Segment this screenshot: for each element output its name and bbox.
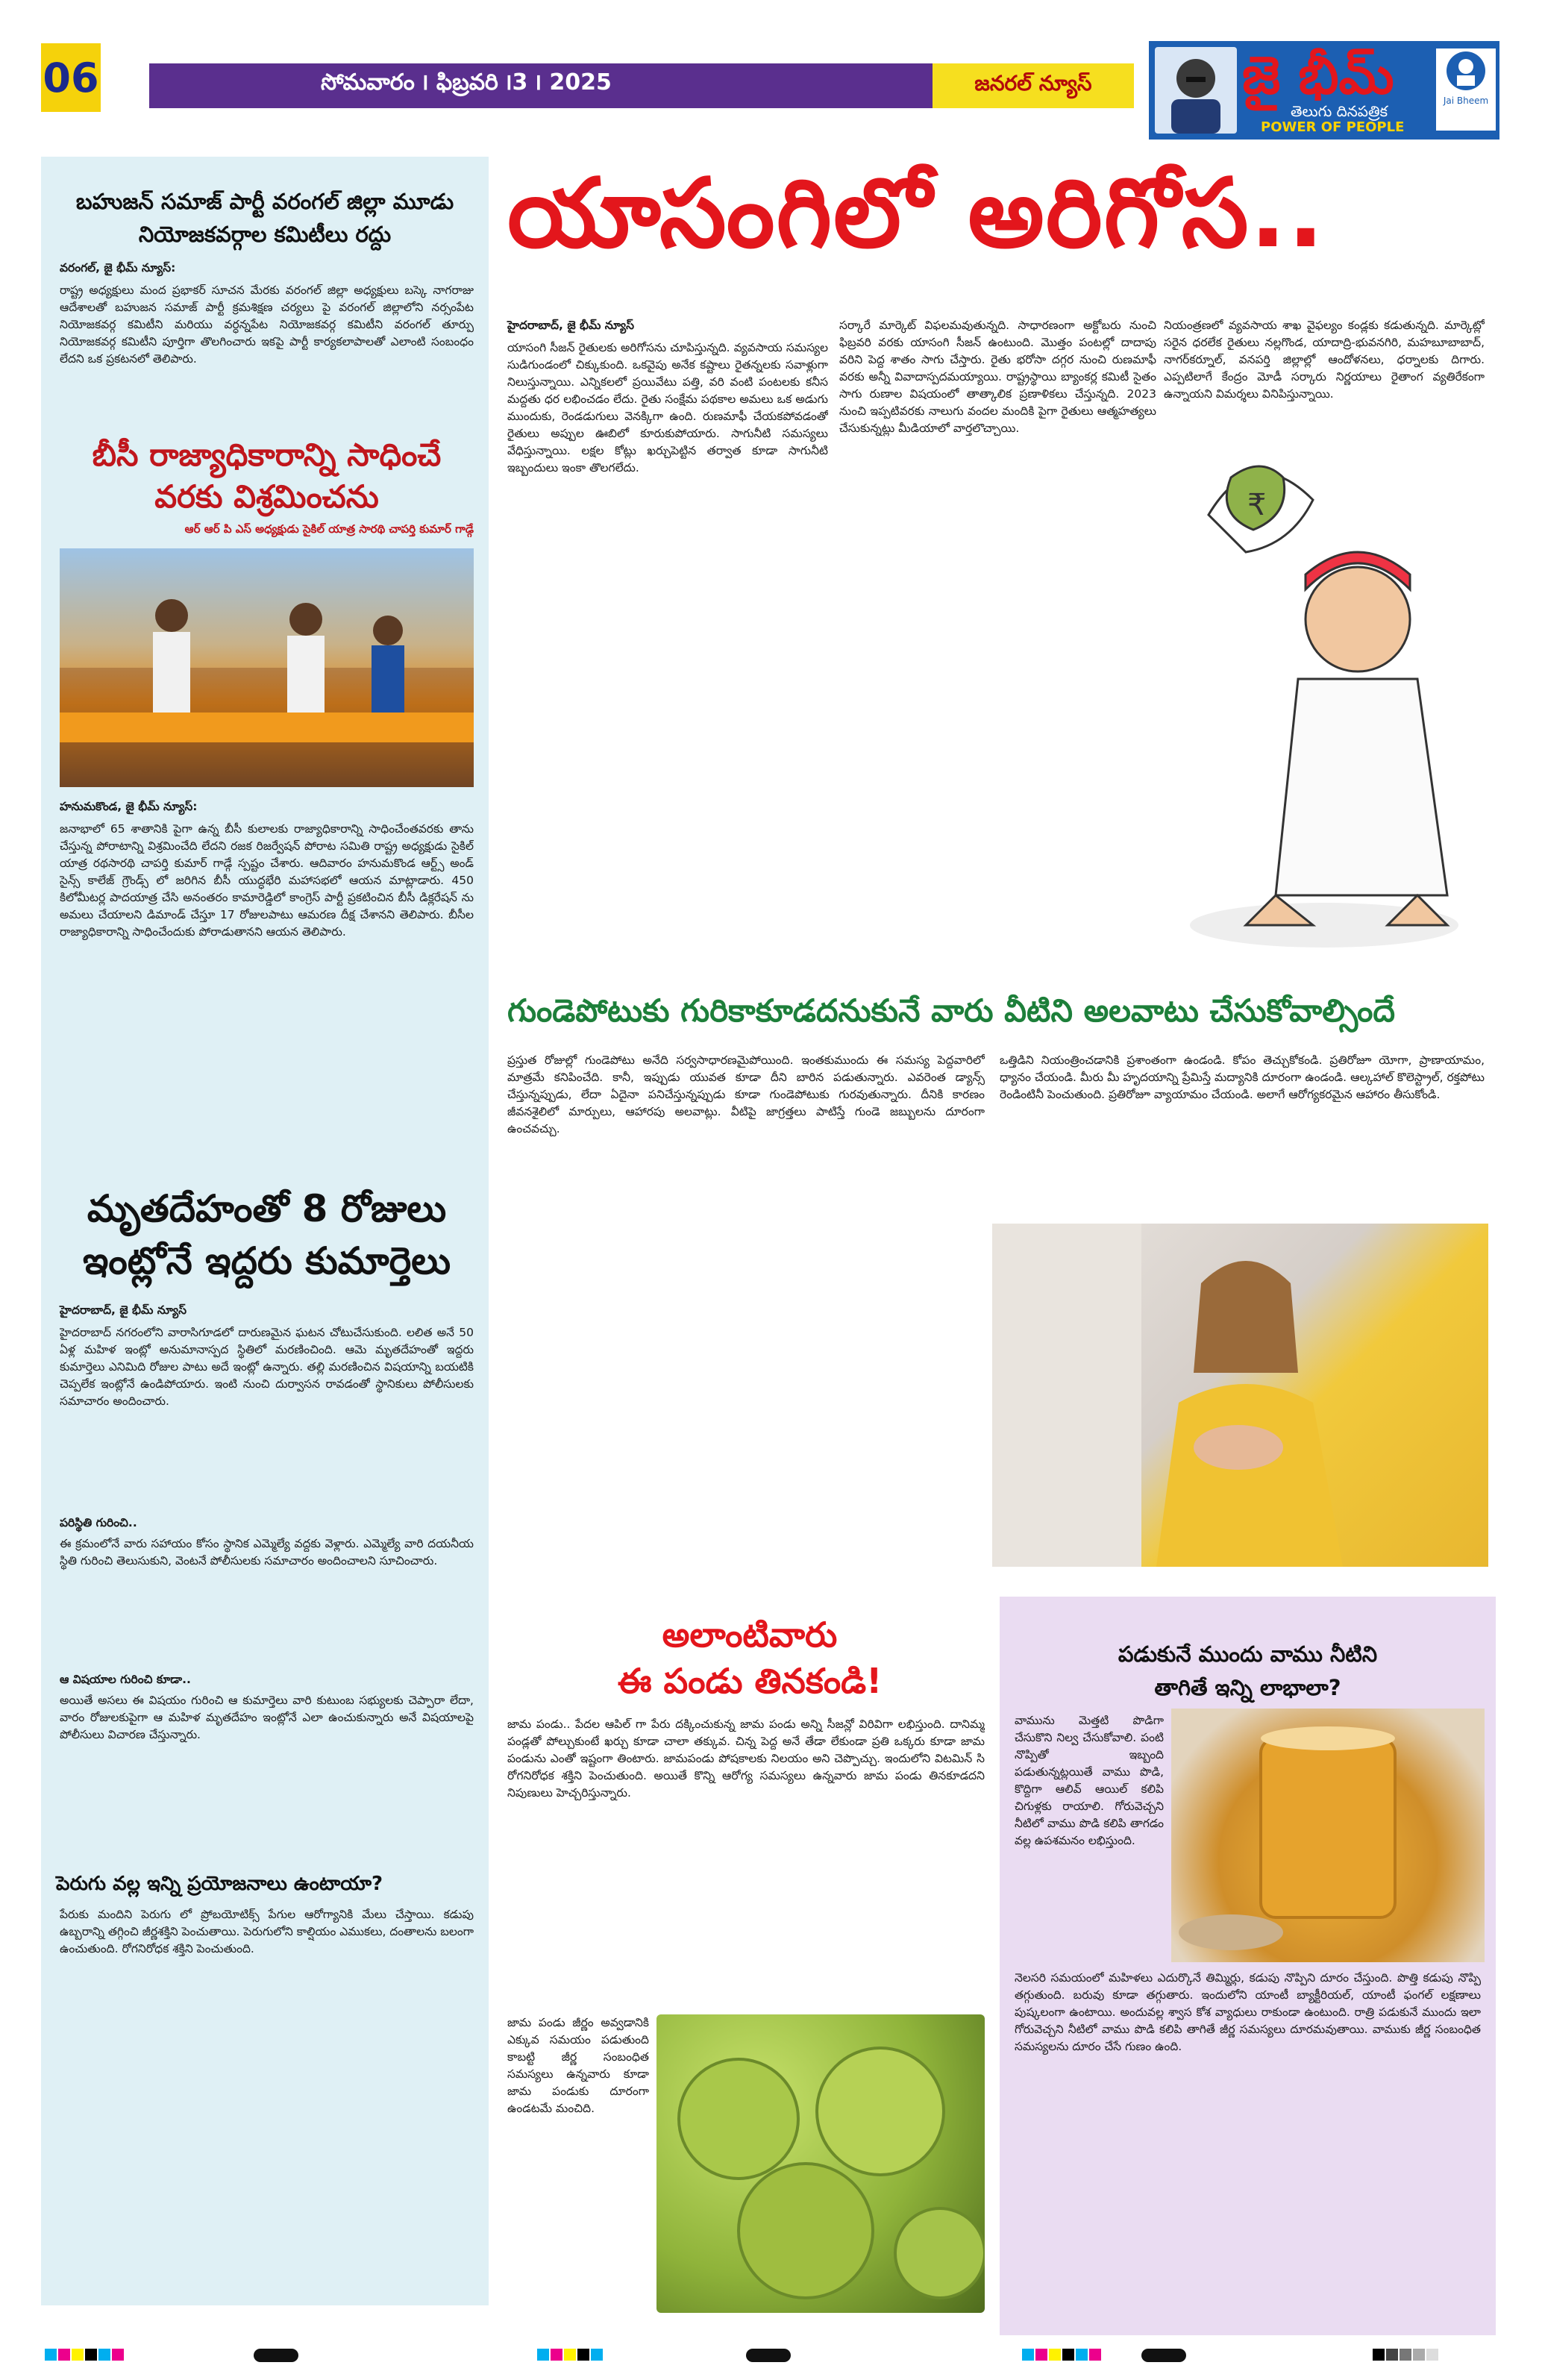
registration-dot-2	[746, 2349, 791, 2362]
registration-greys	[1373, 2349, 1440, 2362]
rally-photo	[60, 548, 474, 787]
section-label: జనరల్ న్యూస్	[933, 63, 1134, 108]
story1-dateline: వరంగల్, జై భీమ్ న్యూస్:	[60, 261, 176, 275]
heart-col-2: ఒత్తిడిని నియంత్రించడానికి ప్రశాంతంగా ఉండండి. కోపం తెచ్చుకోకండి. ప్రతిరోజూ యోగా, ప్రాణాయామం, ధ్యానం చేయండి. మీరు మీ హృదయాన్ని ప్రేమిస్తే మద్యానికి దూరంగా ఉండండి. ఆల్కహాల్ కొలెస్ట్రాల్, రక్తపోటు రెండింటినీ పెంచుతుంది. ప్రతిరోజూ వ్యాయామం చేయండి. అలాగే ఆరోగ్యకరమైన ఆహారం తీసుకోండి.	[1000, 1053, 1485, 1101]
guava-body-2: జామ పండు జీర్ణం అవ్వడానికి ఎక్కువ సమయం పడుతుంది కాబట్టి జీర్ణ సంబంధిత సమస్యలు ఉన్నవారు కూడా జామ పండుకు దూరంగా ఉండటమే మంచిది.	[507, 2016, 649, 2115]
masthead-subtitle: తెలుగు దినపత్రిక	[1291, 102, 1388, 120]
ambedkar-portrait-icon	[1155, 47, 1237, 134]
story3-body: హైదరాబాద్ నగరంలోని వారాసిగూడలో దారుణమైన ఘటన చోటుచేసుకుంది. లలిత అనే 50 ఏళ్ల మహిళ ఇంట్లో అనుమానాస్పద స్థితిలో మరణించింది. ఆమె మృతదేహంతో ఇద్దరు కుమార్తెలు ఎనిమిది రోజుల పాటు అదే ఇంట్లో ఉన్నారు. తల్లి మరణించిన విషయాన్ని బయటికి చెప్పలేక ఇంట్లోనే ఉండిపోయారు. ఇంటి నుంచి దుర్వాసన రావడంతో స్థానికులు పోలీసులకు సమాచారం అందించారు.	[60, 1326, 474, 1408]
main-col-3: నియంత్రణలో వ్యవసాయ శాఖ వైఫల్యం కండ్లకు కడుతున్నది. మార్కెట్లో సరైన ధరలేక రైతులు నల్లగొండ, యాదాద్రి-భువనగిరి, మహబూబాబాద్, నాగర్‌కర్నూల్, వనపర్తి జిల్లాల్లో ఆందోళనలు, ధర్నాలకు దిగారు. ఎప్పటిలాగే కేంద్రం మోడీ సర్కారు నిర్ణయాలు రైతాంగ వ్యతిరేకంగా ఉన్నాయని విమర్శలు వినిపిస్తున్నాయి.	[1164, 319, 1485, 401]
story1-headline: బహుజన్ సమాజ్ పార్టీ వరంగల్ జిల్లా మూడు నియోజకవర్గాల కమిటీలు రద్దు	[75, 189, 454, 247]
curd-body: పేరుకు మందిని పెరుగు లో ప్రోబయోటిక్స్ పేగుల ఆరోగ్యానికి మేలు చేస్తాయి. కడుపు ఉబ్బరాన్ని తగ్గించి జీర్ణశక్తిని పెంచుతాయి. పెరుగులోని కాల్షియం ఎముకలు, దంతాలను బలంగా ఉంచుతుంది. రోగనిరోధక శక్తిని పెంచుతుంది.	[60, 1908, 474, 1955]
main-col-2: సర్కారే మార్కెట్ విఫలమవుతున్నది. సాధారణంగా అక్టోబరు నుంచి ఫిబ్రవరి వరకు యాసంగి సీజన్ ఉంటుంది. మొత్తం పంటల్లో దాదాపు వరిని పెద్ద శాతం సాగు చేస్తారు. రైతు భరోసా దగ్గర నుంచి రుణమాఫీ వరకు అన్నీ వివాదాస్పదమయ్యాయి. రాష్ట్రస్థాయి బ్యాంకర్ల కమిటీ సైతం సాగు రుణాల విషయంలో తాత్కాలిక ప్రణాళికలు చేస్తున్నది. 2023 నుంచి ఇప్పటివరకు నాలుగు వందల మందికి పైగా రైతులు ఆత్మహత్యలు చేసుకున్నట్లు మీడియాలో వార్తలొచ్చాయి.	[839, 319, 1156, 435]
ajwain-side-body: వామును మెత్తటి పొడిగా చేసుకొని నిల్వ చేసుకోవాలి. పంటి నొప్పితో ఇబ్బంది పడుతున్నట్లయితే వాము పొడి, కొద్దిగా ఆలివ్ ఆయిల్ కలిపి చిగుళ్లకు రాయాలి. గోరువెచ్చని నీటిలో వాము పొడి కలిపి తాగడం వల్ల ఉపశమనం లభిస్తుంది.	[1015, 1714, 1164, 1847]
jai-bheem-logo	[1436, 48, 1496, 131]
masthead-name: జై భీమ్	[1242, 45, 1394, 106]
guava-body: జామ పండు.. పేదల ఆపిల్ గా పేరు దక్కించుకున్న జామ పండు అన్ని సీజన్లో విరివిగా లభిస్తుంది. దానిమ్మ పండ్లతో పోల్చుకుంటే ఖర్చు కూడా చాలా తక్కువ. చిన్న పెద్ద అనే తేడా లేకుండా ప్రతి ఒక్కరు కూడా జామ పండును ఎంతో ఇష్టంగా తింటారు. జామపండు పోషకాలకు నిలయం అని చెప్పొచ్చు. ఇందులోని విటమిన్ సి రోగనిరోధక శక్తిని పెంచుతుంది. అయితే కొన్ని ఆరోగ్య సమస్యలు ఉన్నవారు జామ పండు తినకూడదని నిపుణులు హెచ్చరిస్తున్నారు.	[507, 1717, 985, 1800]
ajwain-water-photo	[1171, 1709, 1485, 1962]
worried-farmer-illustration	[1164, 410, 1485, 962]
main-headline: యాసంగిలో అరిగోస..	[507, 158, 1326, 269]
story3-subhead-1: పరిస్థితి గురించి..	[60, 1516, 137, 1529]
logo-text: Jai Bheem	[1443, 95, 1489, 106]
story3-subhead-2: ఆ విషయాల గురించి కూడా..	[60, 1673, 191, 1686]
story2-headline-2: వరకు విశ్రమించను	[154, 478, 379, 515]
story2-body: జనాభాలో 65 శాతానికి పైగా ఉన్న బీసీ కులాలకు రాజ్యాధికారాన్ని సాధించేంతవరకు తాను చేస్తున్న పోరాటాన్ని విశ్రమించేది లేదని రజక రిజర్వేషన్ పోరాట సమితి రాష్ట్ర అధ్యక్షుడు సైకిల్ యాత్ర రథసారథి చాపర్తి కుమార్ గాడ్గే స్పష్టం చేశారు. ఆదివారం హనుమకొండ ఆర్ట్స్ అండ్ సైన్స్ కాలేజ్ గ్రౌండ్స్ లో జరిగిన బీసీ యుద్ధభేరి మహాసభలో ఆయన మాట్లాడారు. 450 కిలోమీటర్ల పాదయాత్ర చేసి అనంతరం కామారెడ్డిలో కాంగ్రెస్ పార్టీ ప్రకటించిన బీసీ డిక్లరేషన్ ను అమలు చేయాలని డిమాండ్ చేస్తూ 17 రోజులపాటు ఆమరణ దీక్ష చేశానని తెలిపారు. బీసీల రాజ్యాధికారాన్ని సాధించేందుకు పోరాడుతానని ఆయన తెలిపారు.	[60, 822, 474, 939]
registration-marks-left	[45, 2349, 125, 2362]
story2-kicker: ఆర్ ఆర్ పి ఎస్ అధ్యక్షుడు సైకిల్ యాత్ర సారథి చాపర్తి కుమార్ గాడ్గే	[184, 522, 474, 536]
story3-headline-2: ఇంట్లోనే ఇద్దరు కుమార్తెలు	[82, 1239, 451, 1283]
guava-headline-2: ఈ పండు తినకండి!	[617, 1661, 883, 1701]
story3-headline-1: మృతదేహంతో 8 రోజులు	[87, 1187, 447, 1230]
ajwain-headline-2: తాగితే ఇన్ని లాభాలా?	[1154, 1675, 1341, 1700]
story2-dateline: హనుమకొండ, జై భీమ్ న్యూస్:	[60, 800, 198, 813]
main-dateline: హైదరాబాద్, జై భీమ్ న్యూస్	[507, 319, 635, 332]
woman-chest-pain-photo	[992, 1224, 1488, 1567]
date-bar	[149, 63, 1134, 108]
story3-sub2-body: అయితే అసలు ఈ విషయం గురించి ఆ కుమార్తెలు వారి కుటుంబ సభ్యులకు చెప్పారా లేదా, వారం రోజులకుపైగా ఆ మహిళ మృతదేహం ఇంట్లోనే ఎలా ఉంచుకున్నారు అనే విషయాలపై పోలీసులు విచారణ చేస్తున్నారు.	[60, 1694, 474, 1741]
story2-headline-1: బీసీ రాజ్యాధికారాన్ని సాధించే	[92, 436, 442, 473]
registration-marks-mid	[537, 2349, 604, 2362]
svg-text:₹: ₹	[1247, 488, 1267, 522]
story1-body: రాష్ట్ర అధ్యక్షులు మంద ప్రభాకర్ సూచన మేరకు వరంగల్ జిల్లా అధ్యక్షులు బస్కె నాగరాజు ఆదేశాలతో బహుజన సమాజ్ పార్టీ క్రమశిక్షణ చర్యలు పై వరంగల్ జిల్లాలోని నర్సంపేట నియోజకవర్గ కమిటీని మరియు వర్ధన్నపేట నియోజకవర్గ కమిటీని వరంగల్ తూర్పు నియోజకవర్గ కమిటీని పూర్తిగా తొలగించారు ఇకపై పార్టీ కార్యకలాపాలతో ఎలాంటి సంబంధం లేదని ఒక ప్రకటనలో తెలిపారు.	[60, 284, 474, 366]
page-number: 06	[41, 43, 101, 112]
registration-dot-3	[1141, 2349, 1186, 2362]
issue-date: సోమవారం ౹ ఫిబ్రవరి ౹3 ౹ 2025	[321, 69, 612, 95]
masthead	[1149, 41, 1499, 140]
main-col-1: యాసంగి సీజన్ రైతులకు అరిగోసను చూపిస్తున్నది. వ్యవసాయ సమస్యల సుడిగుండంలో చిక్కుకుంది. ఒకవైపు అనేక కష్టాలు రైతన్నలకు సవాళ్లుగా నిలుస్తున్నాయి. ఎన్నికలలో ప్రయివేటు పత్తి, వరి వంటి పంటలకు కనీస మద్దతు ధర లభించడం లేదు. రైతు సంక్షేమ పథకాల అమలు ఒక అడుగు ముందుకు, రెండడుగులు వెనక్కిగా ఉంది. రుణమాఫీ చేయకపోవడంతో రైతులు అప్పుల ఊబిలో కూరుకుపోయారు. సాగునీటి సమస్యలు వేధిస్తున్నాయి. లక్షల కోట్లు ఖర్చుపెట్టిన తర్వాత కూడా సాగునీటి ఇబ్బందులు ఇంకా తొలగలేదు.	[507, 341, 828, 475]
guava-fruit-photo	[656, 2014, 985, 2313]
guava-headline-1: అలాంటివారు	[662, 1615, 838, 1655]
ajwain-headline-1: పడుకునే ముందు వాము నీటిని	[1118, 1641, 1378, 1667]
registration-marks-right	[1022, 2349, 1103, 2362]
story3-dateline: హైదరాబాద్, జై భీమ్ న్యూస్	[60, 1303, 187, 1317]
masthead-tagline: POWER OF PEOPLE	[1261, 119, 1405, 135]
heart-headline: గుండెపోటుకు గురికాకూడదనుకునే వారు వీటిని అలవాటు చేసుకోవాల్సిందే	[507, 992, 1396, 1029]
curd-headline: పెరుగు వల్ల ఇన్ని ప్రయోజనాలు ఉంటాయా?	[56, 1873, 383, 1895]
story3-sub1-body: ఈ క్రమంలోనే వారు సహాయం కోసం స్థానిక ఎమ్మెల్యే వద్దకు వెళ్లారు. ఎమ్మెల్యే వారి దయనీయ స్థితి గురించి తెలుసుకుని, వెంటనే పోలీసులకు సమాచారం అందించాలని సూచించారు.	[60, 1537, 474, 1568]
heart-col-1: ప్రస్తుత రోజుల్లో గుండెపోటు అనేది సర్వసాధారణమైపోయింది. ఇంతకుముందు ఈ సమస్య పెద్దవారిలో మాత్రమే కనిపించేది. కానీ, ఇప్పుడు యువత కూడా దీని బారిన పడుతున్నారు. ఎవరెంత డ్యాన్స్ చేస్తున్నప్పుడు, లేదా ఏదైనా పనిచేస్తున్నప్పుడు కూడా గుండెపోటుకు గురవుతున్నారు. దీనికి కారణం జీవనశైలిలో మార్పులు, ఆహారపు అలవాట్లు. వీటిపై జాగ్రత్తలు పాటిస్తే గుండె జబ్బులను దూరంగా ఉంచవచ్చు.	[507, 1053, 985, 1136]
ajwain-body: నెలసరి సమయంలో మహిళలు ఎదుర్కొనే తిమ్మిర్లు, కడుపు నొప్పిని దూరం చేస్తుంది. పొత్తి కడుపు నొప్పి తగ్గుతుంది. బరువు కూడా తగ్గుతారు. ఇందులోని యాంటీ బ్యాక్టీరియల్, యాంటీ ఫంగల్ లక్షణాలు పుష్కలంగా ఉంటాయి. అందువల్ల శ్వాస కోశ వ్యాధులు రాకుండా ఉంటుంది. రాత్రి పడుకునే ముందు ఇలా గోరువెచ్చని నీటిలో వాము పొడి కలిపి తాగితే జీర్ణ సమస్యలు దూరమవుతాయి. వాముకు జీర్ణ సంబంధిత సమస్యలను దూరం చేసే గుణం ఉంది.	[1015, 1971, 1481, 2053]
registration-dot-1	[254, 2349, 298, 2362]
